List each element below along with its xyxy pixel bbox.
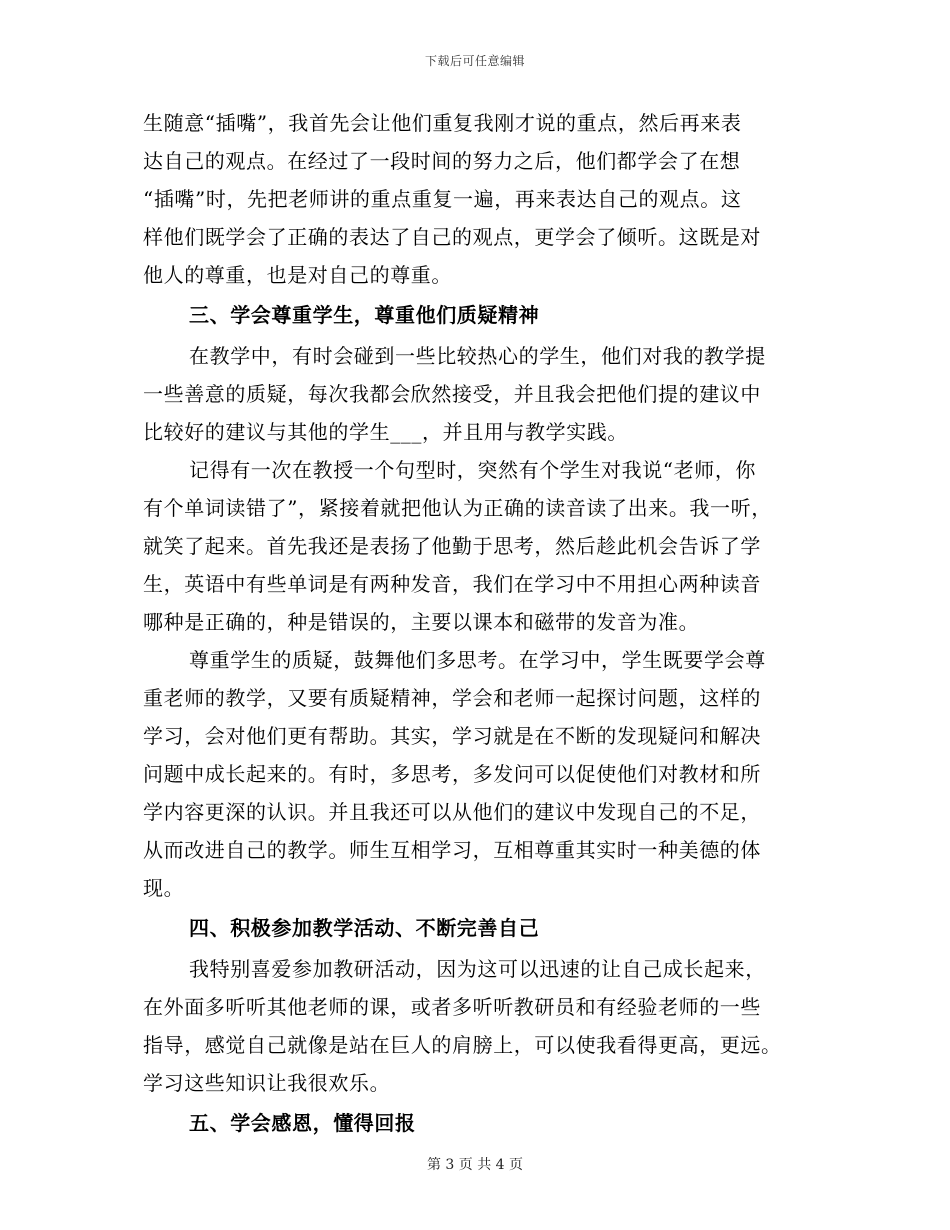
paragraph: [143, 337, 813, 451]
text-line: 在外面多听听其他老师的课，或者多听听教研员和有经验老师的一些: [143, 995, 761, 1019]
text-line: 重老师的教学，又要有质疑精神，学会和老师一起探讨问题，这样的: [143, 686, 761, 710]
paragraph: [143, 950, 813, 1102]
text-line: 他人的尊重，也是对自己的尊重。: [143, 263, 452, 287]
text-line: 学习这些知识让我很欢乐。: [143, 1071, 391, 1095]
text-line: 现。: [143, 876, 185, 900]
text-line: 在教学中，有时会碰到一些比较热心的学生，他们对我的教学提: [189, 344, 766, 368]
section-heading-3: 三、学会尊重学生，尊重他们质疑精神: [189, 303, 540, 327]
text-line: 达自己的观点。在经过了一段时间的努力之后，他们都学会了在想: [143, 149, 741, 173]
header-note: 下载后可任意编辑: [424, 54, 525, 68]
section-heading-4: 四、积极参加教学活动、不断完善自己: [189, 916, 540, 940]
text-line: 从而改进自己的教学。师生互相学习，互相尊重其实时一种美德的体: [143, 838, 761, 862]
text-line: 比较好的建议与其他的学生___，并且用与教学实践。: [143, 420, 628, 444]
text-line: 学习，会对他们更有帮助。其实，学习就是在不断的发现疑问和解决: [143, 724, 761, 748]
text-line: 问题中成长起来的。有时，多思考，多发问可以促使他们对教材和所: [143, 762, 761, 786]
text-line: 哪种是正确的，种是错误的，主要以课本和磁带的发音为准。: [143, 610, 700, 634]
paragraph: [143, 451, 813, 641]
text-line: 有个单词读错了”，紧接着就把他认为正确的读音读了出来。我一听，: [143, 496, 772, 520]
text-line: 生随意“插嘴”，我首先会让他们重复我刚才说的重点，然后再来表: [143, 111, 742, 135]
text-line: 样他们既学会了正确的表达了自己的观点，更学会了倾听。这既是对: [143, 225, 761, 249]
document-body: [143, 104, 813, 1145]
text-line: 学内容更深的认识。并且我还可以从他们的建议中发现自己的不足，: [143, 800, 761, 824]
text-line: 我特别喜爱参加教研活动，因为这可以迅速的让自己成长起来，: [189, 957, 766, 981]
text-line: 尊重学生的质疑，鼓舞他们多思考。在学习中，学生既要学会尊: [189, 648, 766, 672]
paragraph-continuation: [143, 104, 813, 294]
text-line: 一些善意的质疑，每次我都会欣然接受，并且我会把他们提的建议中: [143, 382, 761, 406]
text-line: 就笑了起来。首先我还是表扬了他勤于思考，然后趁此机会告诉了学: [143, 534, 761, 558]
text-line: 生，英语中有些单词是有两种发音，我们在学习中不用担心两种读音: [143, 572, 761, 596]
text-line: 指导，感觉自己就像是站在巨人的肩膀上，可以使我看得更高，更远。: [143, 1033, 782, 1057]
paragraph: [143, 641, 813, 907]
text-line: 记得有一次在教授一个句型时，突然有个学生对我说“老师，你: [189, 458, 757, 482]
page-number: 第 3 页 共 4 页: [426, 1157, 524, 1173]
text-line: “插嘴”时，先把老师讲的重点重复一遍，再来表达自己的观点。这: [143, 187, 742, 211]
section-heading-5: 五、学会感恩，懂得回报: [189, 1111, 416, 1135]
